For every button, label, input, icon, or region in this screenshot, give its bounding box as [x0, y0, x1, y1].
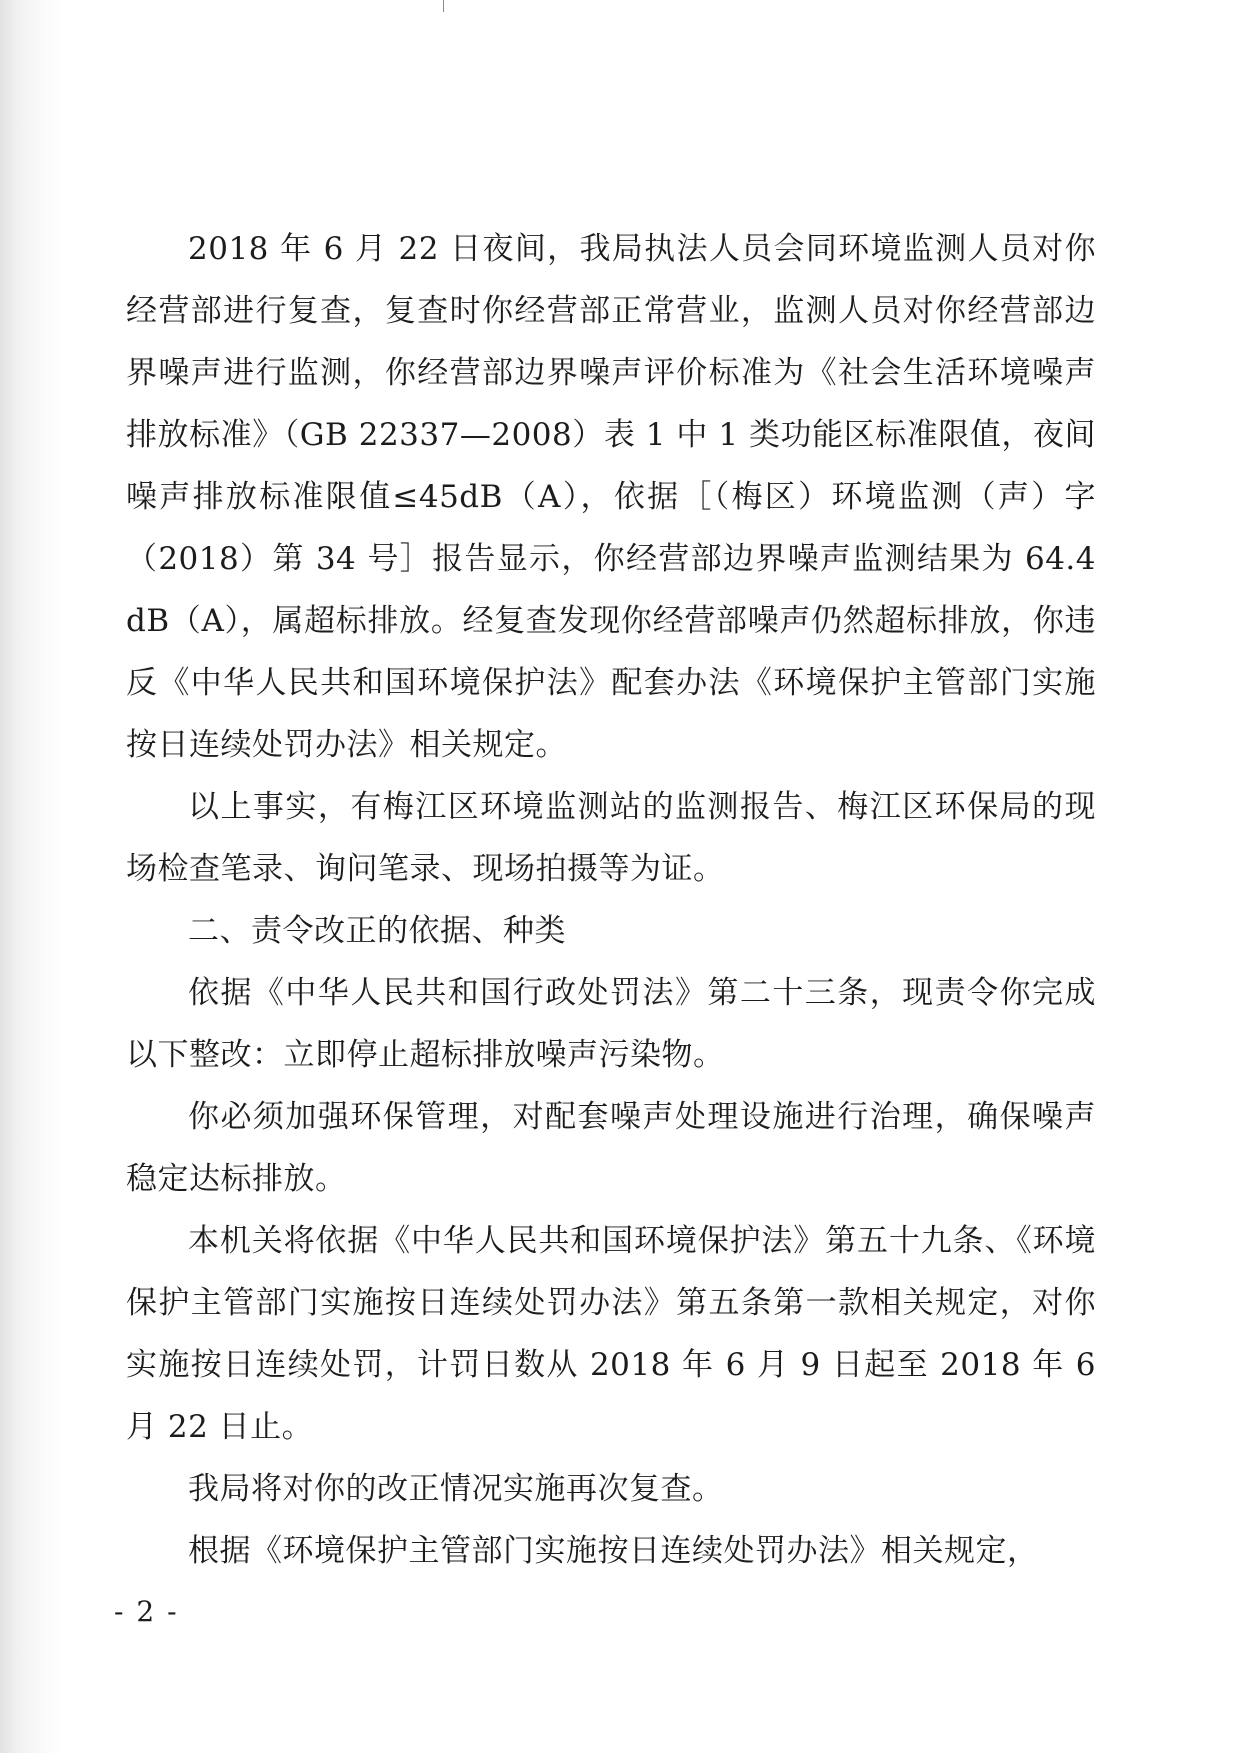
- paragraph-management: 你必须加强环保管理，对配套噪声处理设施进行治理，确保噪声稳定达标排放。: [126, 1099, 1096, 1197]
- section-heading: 二、责令改正的依据、种类: [188, 913, 566, 949]
- paragraph-order: 依据《中华人民共和国行政处罚法》第二十三条，现责令你完成以下整改：立即停止超标排放噪声污染物。: [126, 975, 1096, 1073]
- paragraph-findings: 2018 年 6 月 22 日夜间，我局执法人员会同环境监测人员对你经营部进行复查，复查时你经营部正常营业，监测人员对你经营部边界噪声进行监测，你经营部边界噪声评价标准为《社会生活环境噪声排放标准》（GB 22337—2008）表 1 中 1 类功能区标准限值，夜间噪声排放标准限值≤45dB（A），依据［（梅区）环境监测（声）字（2018）第 34 号］报告显示，你经营部边界噪声监测结果为 64.4 dB（A），属超标排放。经复查发现你经营部噪声仍然超标排放，你违反《中华人民共和国环境保护法》配套办法《环境保护主管部门实施按日连续处罚办法》相关规定。: [126, 231, 1096, 763]
- paragraph-recheck: 我局将对你的改正情况实施再次复查。: [188, 1471, 724, 1507]
- scan-mark: [443, 0, 444, 12]
- document-body: [126, 218, 1096, 1582]
- paragraph-evidence: 以上事实，有梅江区环境监测站的监测报告、梅江区环保局的现场检查笔录、询问笔录、现场拍摄等为证。: [126, 789, 1096, 887]
- page-number: - 2 -: [114, 1595, 179, 1628]
- scan-shadow: [0, 0, 62, 1753]
- paragraph-continuation: 根据《环境保护主管部门实施按日连续处罚办法》相关规定，: [188, 1533, 1039, 1569]
- paragraph-penalty: 本机关将依据《中华人民共和国环境保护法》第五十九条、《环境保护主管部门实施按日连续处罚办法》第五条第一款相关规定，对你实施按日连续处罚，计罚日数从 2018 年 6 月 9 日起至 2018 年 6 月 22 日止。: [126, 1223, 1096, 1445]
